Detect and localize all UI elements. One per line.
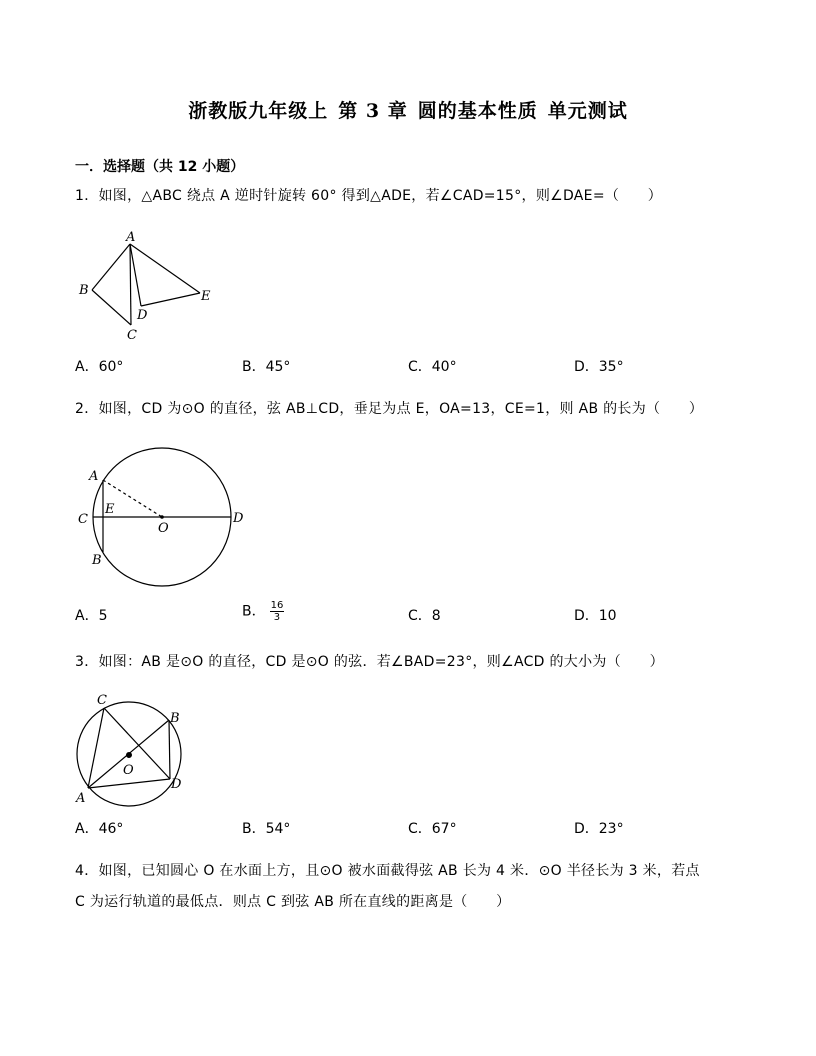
label-d: D — [171, 777, 182, 792]
label-o: O — [158, 521, 169, 536]
q3-option-d: D．23° — [574, 821, 624, 837]
segment-bd — [169, 720, 170, 779]
title-part-4: 单元测试 — [547, 100, 628, 122]
q1-option-a: A．60° — [75, 359, 124, 375]
label-b: B — [170, 711, 180, 726]
question-4-line-1: 4．如图，已知圆心 O 在水面上方，且⊙O 被水面截得弦 AB 长为 4 米．⊙O 半径长为 3 米，若点 — [75, 863, 700, 879]
label-c: C — [127, 328, 137, 343]
label-d: D — [137, 308, 148, 323]
segment-ab — [92, 244, 130, 290]
q3-option-b: B．54° — [242, 821, 291, 837]
fraction — [270, 600, 285, 623]
center-point — [126, 752, 132, 758]
fraction-numerator: 16 — [270, 600, 284, 611]
label-a: A — [126, 230, 136, 245]
question-1-figure — [72, 228, 222, 344]
chord-cd — [104, 708, 170, 779]
label-e: E — [201, 289, 211, 304]
segment-ae — [130, 244, 200, 293]
question-3-text: 3．如图：AB 是⊙O 的直径，CD 是⊙O 的弦．若∠BAD=23°，则∠ACD 的大小为（ ） — [75, 654, 664, 670]
question-3-figure — [72, 688, 202, 808]
fraction-denominator: 3 — [273, 612, 281, 623]
label-c: C — [97, 693, 107, 708]
section-heading: 一．选择题（共 12 小题） — [75, 159, 245, 175]
segment-ac — [130, 244, 131, 325]
label-b: B — [79, 283, 89, 298]
q3-option-a: A．46° — [75, 821, 124, 837]
title-part-1: 浙教版九年级上 — [188, 100, 329, 122]
q1-option-d: D．35° — [574, 359, 624, 375]
label-c: C — [78, 512, 88, 527]
label-b: B — [92, 553, 102, 568]
q2-option-b — [242, 600, 284, 623]
q2-option-c: C．8 — [408, 608, 441, 624]
title-part-2: 第 3 章 — [338, 100, 408, 122]
q2-option-d: D．10 — [574, 608, 617, 624]
label-a: A — [89, 469, 99, 484]
label-d: D — [233, 511, 244, 526]
question-1-text: 1．如图，△ABC 绕点 A 逆时针旋转 60° 得到△ADE，若∠CAD=15°，则∠DAE=（ ） — [75, 188, 663, 204]
label-a: A — [76, 791, 86, 806]
q1-option-b: B．45° — [242, 359, 291, 375]
question-2-text: 2．如图，CD 为⊙O 的直径，弦 AB⊥CD，垂足为点 E，OA=13，CE=1，则 AB 的长为（ ） — [75, 401, 704, 417]
q2-option-b-label: B． — [242, 603, 266, 620]
q3-option-c: C．67° — [408, 821, 457, 837]
question-4-line-2: C 为运行轨道的最低点．则点 C 到弦 AB 所在直线的距离是（ ） — [75, 894, 511, 910]
segment-ad — [88, 779, 170, 788]
label-o: O — [123, 763, 134, 778]
segment-bc — [92, 290, 131, 325]
label-e: E — [105, 502, 115, 517]
question-2-figure — [72, 438, 252, 588]
title-part-3: 圆的基本性质 — [417, 100, 538, 122]
q2-option-a: A．5 — [75, 608, 108, 624]
q1-option-c: C．40° — [408, 359, 457, 375]
center-point — [160, 515, 164, 519]
segment-ad — [130, 244, 141, 306]
page-title — [0, 96, 816, 123]
segment-de — [141, 293, 200, 306]
